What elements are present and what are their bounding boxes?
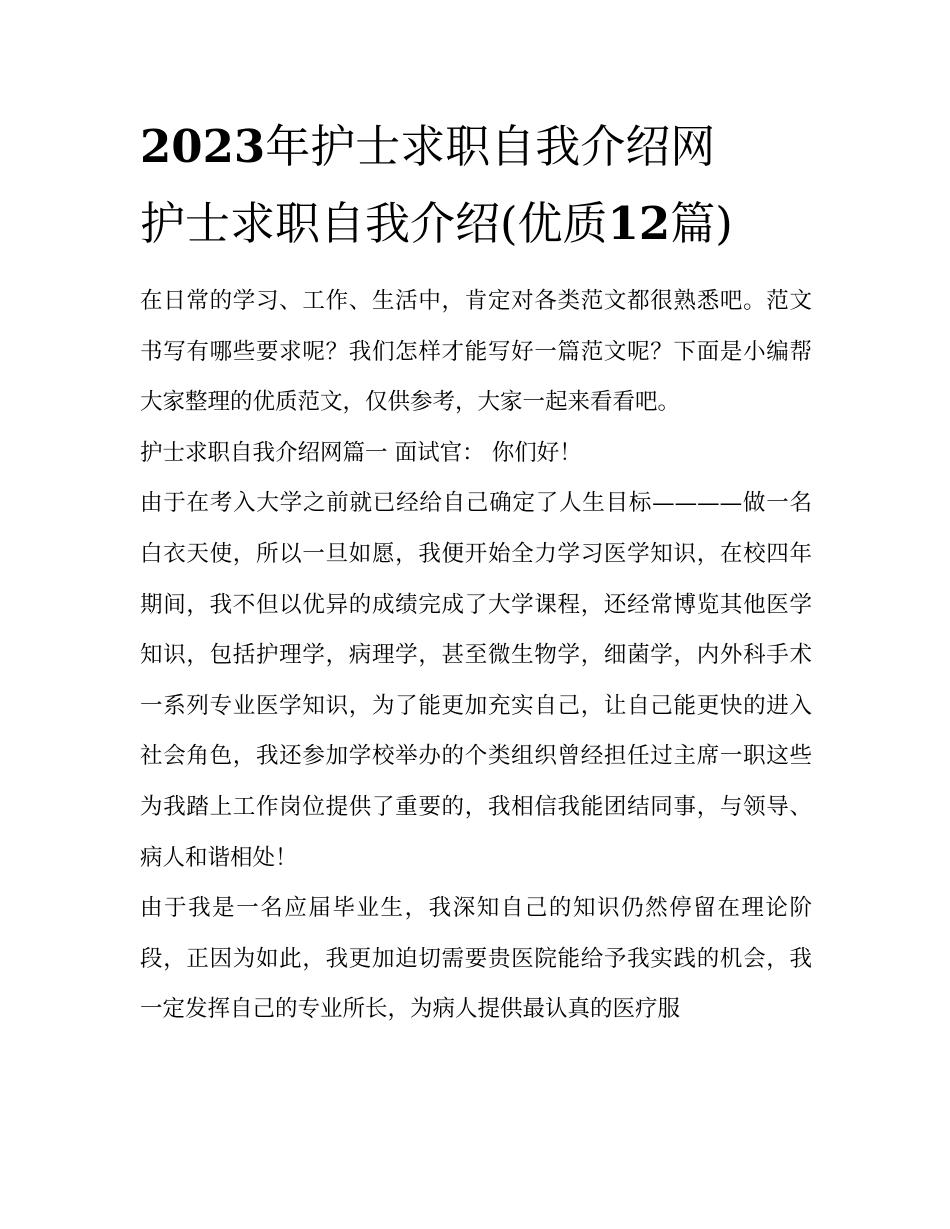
body-paragraph: 由于在考入大学之前就已经给自己确定了人生目标————做一名白衣天使，所以一旦如愿，我便开始全力学习医学知识，在校四年期间，我不但以优异的成绩完成了大学课程，还经常博览其他医学知识，包括护理学，病理学，甚至微生物学，细菌学，内外科手术一系列专业医学知识，为了能更加充实自己，让自己能更快的进入社会角色，我还参加学校举办的个类组织曾经担任过主席一职这些为我踏上工作岗位提供了重要的，我相信我能团结同事，与领导、病人和谐相处！ [140,490,812,871]
title-line-2-text: 护士求职自我介绍(优质12篇) [140,197,733,250]
title-number: 2023 [140,120,266,173]
section-heading-paragraph: 护士求职自我介绍网篇一 面试官： 你们好！ [140,439,582,466]
body-paragraph: 由于我是一名应届毕业生，我深知自己的知识仍然停留在理论阶段，正因为如此，我更加迫切需要贵医院能给予我实践的机会，我一定发挥自己的专业所长，为病人提供最认真的医疗服 [140,895,812,1023]
title-number: 12 [607,197,671,250]
title-line-1-text: 2023年护士求职自我介绍网 [140,120,716,173]
document-title-line-1 [140,119,820,174]
document-body [140,276,812,1035]
document-title-line-2 [140,196,820,251]
intro-paragraph: 在日常的学习、工作、生活中，肯定对各类范文都很熟悉吧。范文书写有哪些要求呢？我们怎样才能写好一篇范文呢？下面是小编帮大家整理的优质范文，仅供参考，大家一起来看看吧。 [140,288,812,416]
